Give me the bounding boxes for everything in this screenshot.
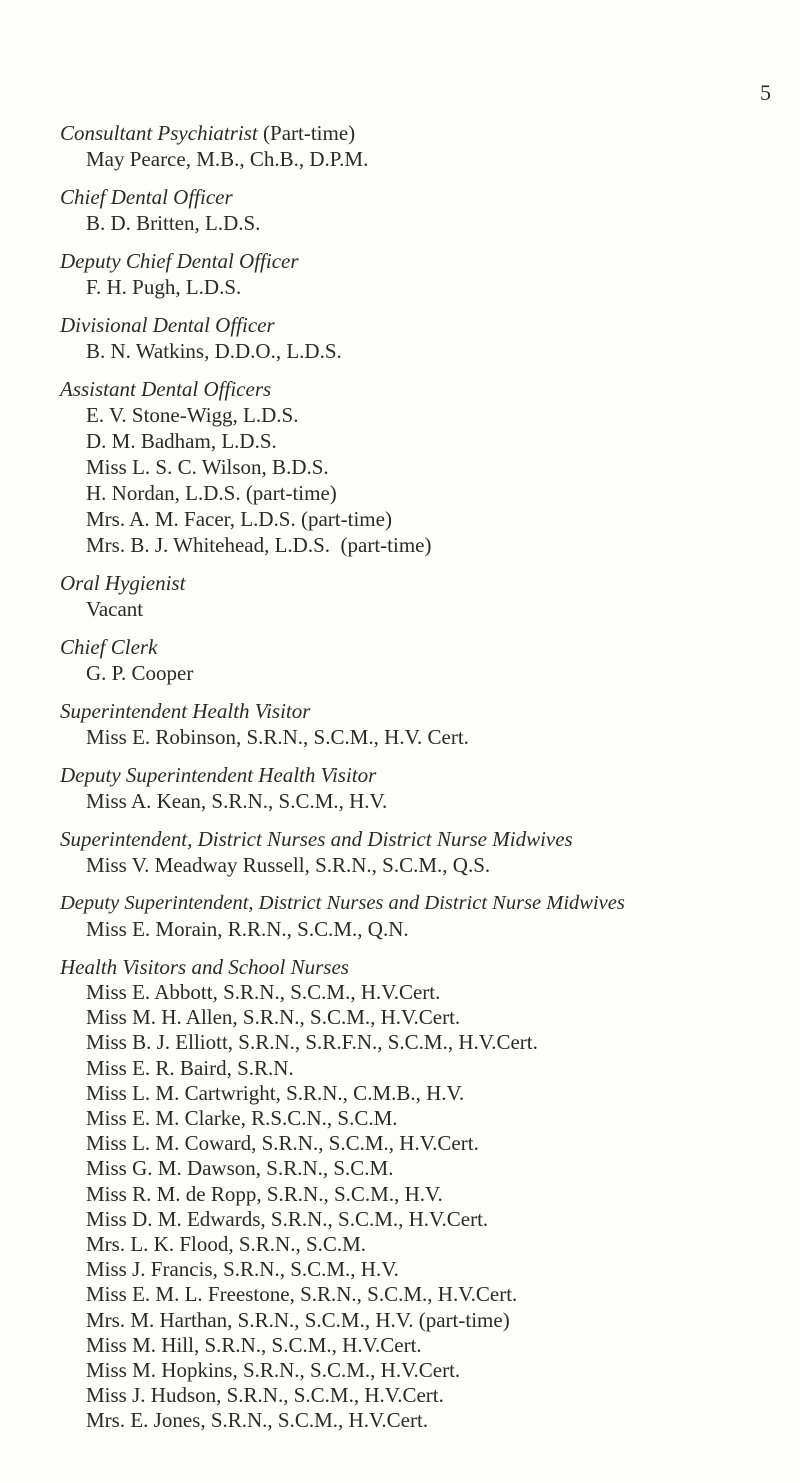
staff-entry: Miss E. R. Baird, S.R.N. [86, 1055, 294, 1080]
staff-entry: Mrs. B. J. Whitehead, L.D.S. (part-time) [86, 533, 432, 557]
staff-entry: Miss L. M. Cartwright, S.R.N., C.M.B., H.V. [86, 1080, 465, 1105]
staff-entry: Miss J. Francis, S.R.N., S.C.M., H.V. [86, 1257, 399, 1282]
section-title: Assistant Dental Officers [60, 377, 272, 401]
staff-entry: Miss G. M. Dawson, S.R.N., S.C.M. [86, 1156, 394, 1181]
staff-entry: Miss M. H. Allen, S.R.N., S.C.M., H.V.Cert. [86, 1005, 461, 1030]
staff-entry: Mrs. L. K. Flood, S.R.N., S.C.M. [86, 1232, 367, 1257]
section-deputy-superintendent-health-visitor [60, 762, 800, 814]
section-title: Deputy Superintendent Health Visitor [60, 763, 377, 787]
staff-entry: H. Nordan, L.D.S. (part-time) [86, 481, 337, 505]
staff-entry: Miss J. Hudson, S.R.N., S.C.M., H.V.Cert. [86, 1383, 444, 1408]
section-title: Divisional Dental Officer [60, 313, 275, 337]
section-consultant-psychiatrist [60, 120, 800, 172]
staff-entry: G. P. Cooper [86, 661, 194, 685]
section-title: Chief Clerk [60, 635, 158, 659]
staff-entry: Miss E. M. Clarke, R.S.C.N., S.C.M. [86, 1106, 398, 1131]
staff-entry: Miss E. Morain, R.R.N., S.C.M., Q.N. [86, 917, 409, 941]
section-chief-clerk [60, 634, 800, 686]
staff-entry: E. V. Stone-Wigg, L.D.S. [86, 403, 299, 427]
section-heading [60, 120, 800, 146]
staff-entry: Miss V. Meadway Russell, S.R.N., S.C.M., Q.S. [86, 853, 491, 877]
section-title: Deputy Superintendent, District Nurses and District Nurse Midwives [60, 892, 625, 914]
staff-entry: Miss R. M. de Ropp, S.R.N., S.C.M., H.V. [86, 1181, 443, 1206]
staff-entry: F. H. Pugh, L.D.S. [86, 275, 242, 299]
staff-entry: B. N. Watkins, D.D.O., L.D.S. [86, 339, 342, 363]
section-deputy-superintendent-district-nurses [60, 890, 800, 942]
section-deputy-chief-dental-officer [60, 248, 800, 300]
staff-entry: Miss L. S. C. Wilson, B.D.S. [86, 455, 329, 479]
section-superintendent-health-visitor [60, 698, 800, 750]
page-number: 5 [760, 80, 771, 105]
staff-entry: Miss E. Robinson, S.R.N., S.C.M., H.V. Cert. [86, 725, 469, 749]
section-superintendent-district-nurses [60, 826, 800, 878]
staff-entry: D. M. Badham, L.D.S. [86, 429, 277, 453]
staff-entry: Mrs. A. M. Facer, L.D.S. (part-time) [86, 507, 392, 531]
staff-entry: B. D. Britten, L.D.S. [86, 211, 261, 235]
section-chief-dental-officer [60, 184, 800, 236]
staff-entry: Miss M. Hill, S.R.N., S.C.M., H.V.Cert. [86, 1332, 422, 1357]
staff-entry: Miss D. M. Edwards, S.R.N., S.C.M., H.V.Cert. [86, 1206, 489, 1231]
section-title: Superintendent Health Visitor [60, 699, 311, 723]
section-title: Superintendent, District Nurses and District Nurse Midwives [60, 827, 573, 851]
staff-entry: Vacant [86, 597, 144, 621]
staff-entry: Miss E. M. L. Freestone, S.R.N., S.C.M., H.V.Cert. [86, 1282, 518, 1307]
section-title: Health Visitors and School Nurses [60, 955, 349, 979]
staff-entry: Miss A. Kean, S.R.N., S.C.M., H.V. [86, 789, 388, 813]
staff-entry: May Pearce, M.B., Ch.B., D.P.M. [86, 147, 369, 171]
section-title: Deputy Chief Dental Officer [60, 249, 299, 273]
section-assistant-dental-officers [60, 376, 800, 558]
staff-entry: Miss B. J. Elliott, S.R.N., S.R.F.N., S.C.M., H.V.Cert. [86, 1030, 538, 1055]
section-health-visitors-school-nurses [60, 954, 800, 1434]
section-title: Consultant Psychiatrist [60, 121, 258, 145]
section-title: Oral Hygienist [60, 571, 186, 595]
section-title: Chief Dental Officer [60, 185, 233, 209]
staff-entry: Mrs. M. Harthan, S.R.N., S.C.M., H.V. (part-time) [86, 1307, 510, 1332]
staff-entry: Miss M. Hopkins, S.R.N., S.C.M., H.V.Cert. [86, 1358, 461, 1383]
section-divisional-dental-officer [60, 312, 800, 364]
section-oral-hygienist [60, 570, 800, 622]
staff-entry: Mrs. E. Jones, S.R.N., S.C.M., H.V.Cert. [86, 1408, 429, 1433]
staff-entry: Miss L. M. Coward, S.R.N., S.C.M., H.V.Cert. [86, 1131, 479, 1156]
section-title-suffix: (Part-time) [263, 121, 356, 145]
staff-list [60, 120, 800, 1446]
staff-entry: Miss E. Abbott, S.R.N., S.C.M., H.V.Cert. [86, 980, 441, 1004]
